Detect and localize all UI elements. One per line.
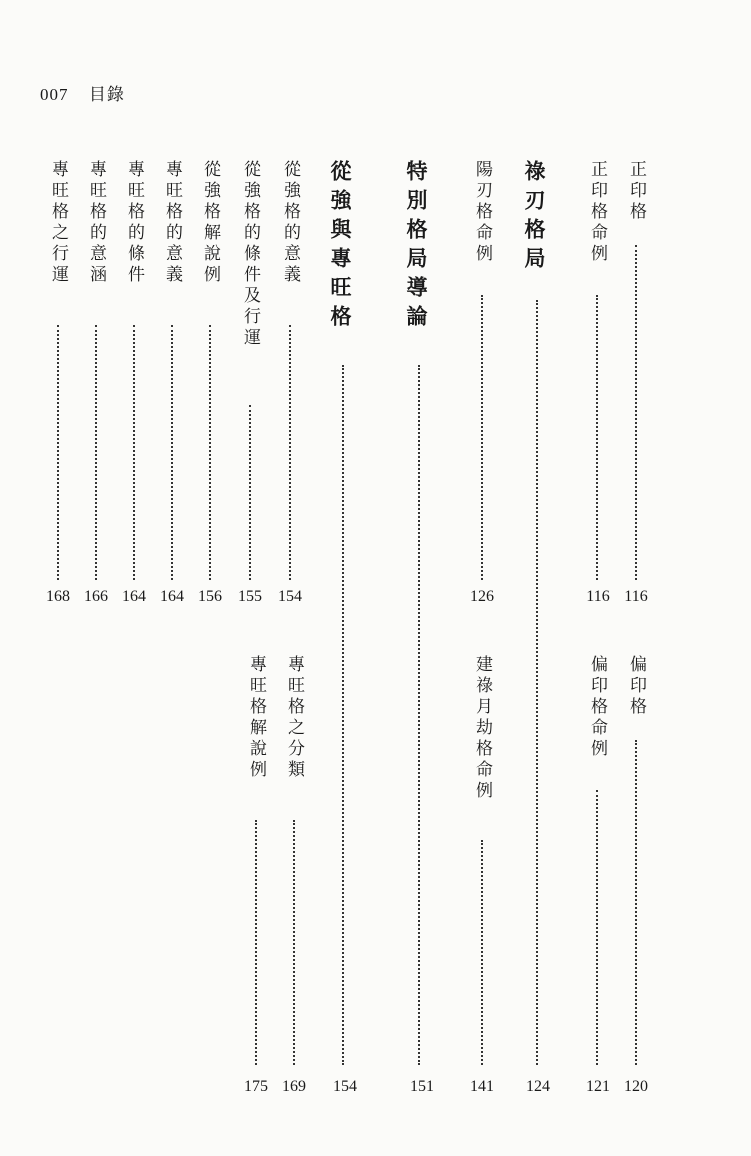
toc-entry-page: 164 (122, 588, 146, 605)
toc-entry-page: 164 (160, 588, 184, 605)
toc-entry[interactable] (278, 160, 302, 286)
toc-entry-page: 166 (84, 588, 108, 605)
toc-entry-page: 168 (46, 588, 70, 605)
toc-entry[interactable] (470, 160, 494, 265)
toc-entry[interactable] (585, 160, 609, 265)
leader-dots (255, 820, 257, 1065)
toc-entry-title: 專旺格解說例 (246, 655, 266, 781)
toc-entry-page: 141 (470, 1078, 494, 1095)
page-number: 007 (40, 85, 69, 104)
leader-dots (133, 325, 135, 580)
leader-dots (249, 405, 251, 580)
toc-entry[interactable] (244, 655, 268, 781)
toc-entry-title: 從強格的條件及行運 (240, 160, 260, 349)
toc-entry[interactable] (122, 160, 146, 286)
toc-entry[interactable] (282, 655, 306, 781)
toc-section-title: 祿刃格局 (522, 160, 547, 276)
leader-dots (596, 790, 598, 1065)
toc-entry-page: 121 (586, 1078, 610, 1095)
leader-dots (481, 295, 483, 580)
toc-entry[interactable] (46, 160, 70, 286)
toc-entry[interactable] (84, 160, 108, 286)
page-title: 目錄 (88, 85, 125, 105)
toc-entry-title: 從強格解說例 (200, 160, 220, 286)
leader-dots (289, 325, 291, 580)
toc-entry-title: 陽刃格命例 (472, 160, 492, 265)
toc-entry[interactable] (624, 655, 648, 718)
leader-dots (209, 325, 211, 580)
toc-entry[interactable] (624, 160, 648, 223)
toc-entry[interactable] (470, 655, 494, 802)
toc-entry-title: 偏印格 (626, 655, 646, 718)
leader-dots (536, 300, 538, 1065)
toc-entry-page: 169 (282, 1078, 306, 1095)
leader-dots (418, 365, 420, 1065)
toc-section-title: 特別格局導論 (404, 160, 429, 334)
toc-entry-title: 專旺格的意義 (162, 160, 182, 286)
toc-entry[interactable] (238, 160, 262, 349)
toc-entry-title: 從強格的意義 (280, 160, 300, 286)
toc-entry[interactable] (585, 655, 609, 760)
toc-entry-title: 專旺格的意涵 (86, 160, 106, 286)
toc-section-title: 從強與專旺格 (328, 160, 353, 334)
toc-entry-title: 偏印格命例 (587, 655, 607, 760)
toc-entry-page: 116 (624, 588, 648, 605)
leader-dots (293, 820, 295, 1065)
toc-entry-page: 156 (198, 588, 222, 605)
toc-entry-page: 175 (244, 1078, 268, 1095)
leader-dots (635, 245, 637, 580)
leader-dots (171, 325, 173, 580)
toc-entry-page: 124 (526, 1078, 550, 1095)
leader-dots (596, 295, 598, 580)
toc-entry-title: 正印格命例 (587, 160, 607, 265)
toc-entry-page: 154 (278, 588, 302, 605)
toc-entry-title: 正印格 (626, 160, 646, 223)
toc-entry-page: 155 (238, 588, 262, 605)
toc-entry-title: 專旺格的條件 (124, 160, 144, 286)
toc-entry-title: 建祿月劫格命例 (472, 655, 492, 802)
toc-entry[interactable] (198, 160, 222, 286)
toc-entry-page: 120 (624, 1078, 648, 1095)
toc-entry-page: 154 (333, 1078, 357, 1095)
toc-entry-page: 126 (470, 588, 494, 605)
leader-dots (57, 325, 59, 580)
toc-section-heading[interactable] (522, 160, 552, 276)
leader-dots (342, 365, 344, 1065)
toc-section-heading[interactable] (404, 160, 434, 334)
toc-section-heading[interactable] (328, 160, 358, 334)
toc-entry-title: 專旺格之分類 (284, 655, 304, 781)
leader-dots (481, 840, 483, 1065)
leader-dots (635, 740, 637, 1065)
toc-entry-page: 151 (410, 1078, 434, 1095)
toc-entry[interactable] (160, 160, 184, 286)
toc-entry-page: 116 (586, 588, 610, 605)
page-header (40, 80, 125, 105)
leader-dots (95, 325, 97, 580)
toc-entry-title: 專旺格之行運 (48, 160, 68, 286)
